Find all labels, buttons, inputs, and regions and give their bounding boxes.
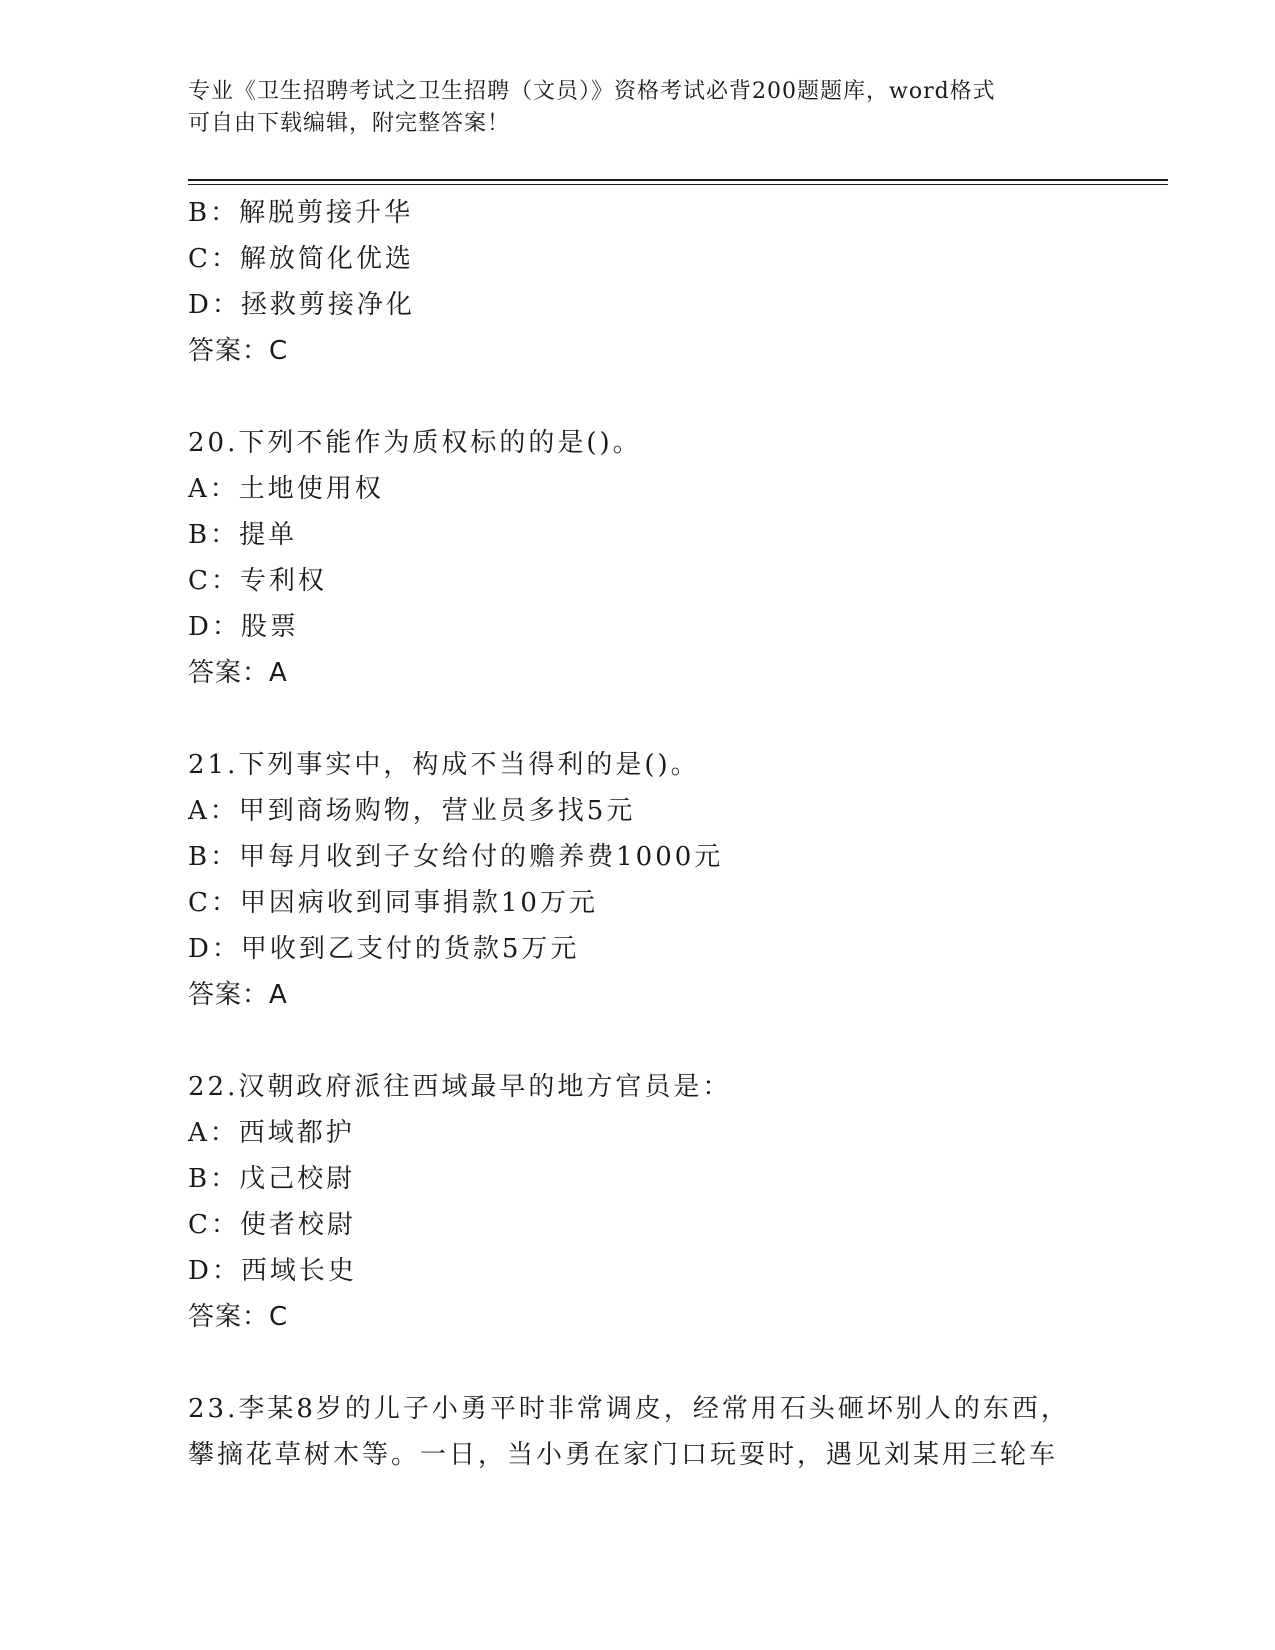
option-d: D：西域长史 (188, 1256, 357, 1286)
question-stem: 21.下列事实中，构成不当得利的是()。 (188, 750, 700, 780)
question-list (188, 190, 1168, 1478)
option-c: C：专利权 (188, 566, 327, 596)
question-stem-line-2: 攀摘花草树木等。一日，当小勇在家门口玩耍时，遇见刘某用三轮车 (188, 1440, 1059, 1470)
option-a: A：西域都护 (188, 1118, 355, 1148)
question-20 (188, 420, 1168, 696)
option-c: C：使者校尉 (188, 1210, 356, 1240)
option-b: B：甲每月收到子女给付的赡养费1000元 (188, 842, 724, 872)
question-stem-line-1: 23.李某8岁的儿子小勇平时非常调皮，经常用石头砸坏别人的东西， (188, 1394, 1070, 1424)
answer-line: 答案：C (188, 1302, 289, 1332)
question-stem: 22.汉朝政府派往西域最早的地方官员是： (188, 1072, 732, 1102)
option-a: A：甲到商场购物，营业员多找5元 (188, 796, 636, 826)
option-b: B：戊己校尉 (188, 1164, 356, 1194)
spacer (188, 696, 1168, 742)
spacer (188, 374, 1168, 420)
question-19 (188, 190, 1168, 374)
question-21 (188, 742, 1168, 1018)
header-line-1: 专业《卫生招聘考试之卫生招聘（文员）》资格考试必背200题题库，word格式 (188, 79, 996, 104)
option-d: D：拯救剪接净化 (188, 290, 415, 320)
header-rule-thick (188, 179, 1168, 181)
option-d: D：甲收到乙支付的货款5万元 (188, 934, 580, 964)
question-22 (188, 1064, 1168, 1340)
document-header (188, 76, 1088, 140)
answer-line: 答案：A (188, 658, 288, 688)
option-a: A：土地使用权 (188, 474, 384, 504)
answer-line: 答案：C (188, 336, 289, 366)
header-rule-thin (188, 184, 1168, 185)
question-23 (188, 1386, 1168, 1478)
option-b: B：解脱剪接升华 (188, 198, 414, 228)
option-c: C：解放简化优选 (188, 244, 414, 274)
option-d: D：股票 (188, 612, 299, 642)
header-line-2: 可自由下载编辑，附完整答案！ (188, 111, 511, 136)
question-stem: 20.下列不能作为质权标的的是()。 (188, 428, 642, 458)
spacer (188, 1018, 1168, 1064)
spacer (188, 1340, 1168, 1386)
option-c: C：甲因病收到同事捐款10万元 (188, 888, 598, 918)
answer-line: 答案：A (188, 980, 288, 1010)
option-b: B：提单 (188, 520, 298, 550)
